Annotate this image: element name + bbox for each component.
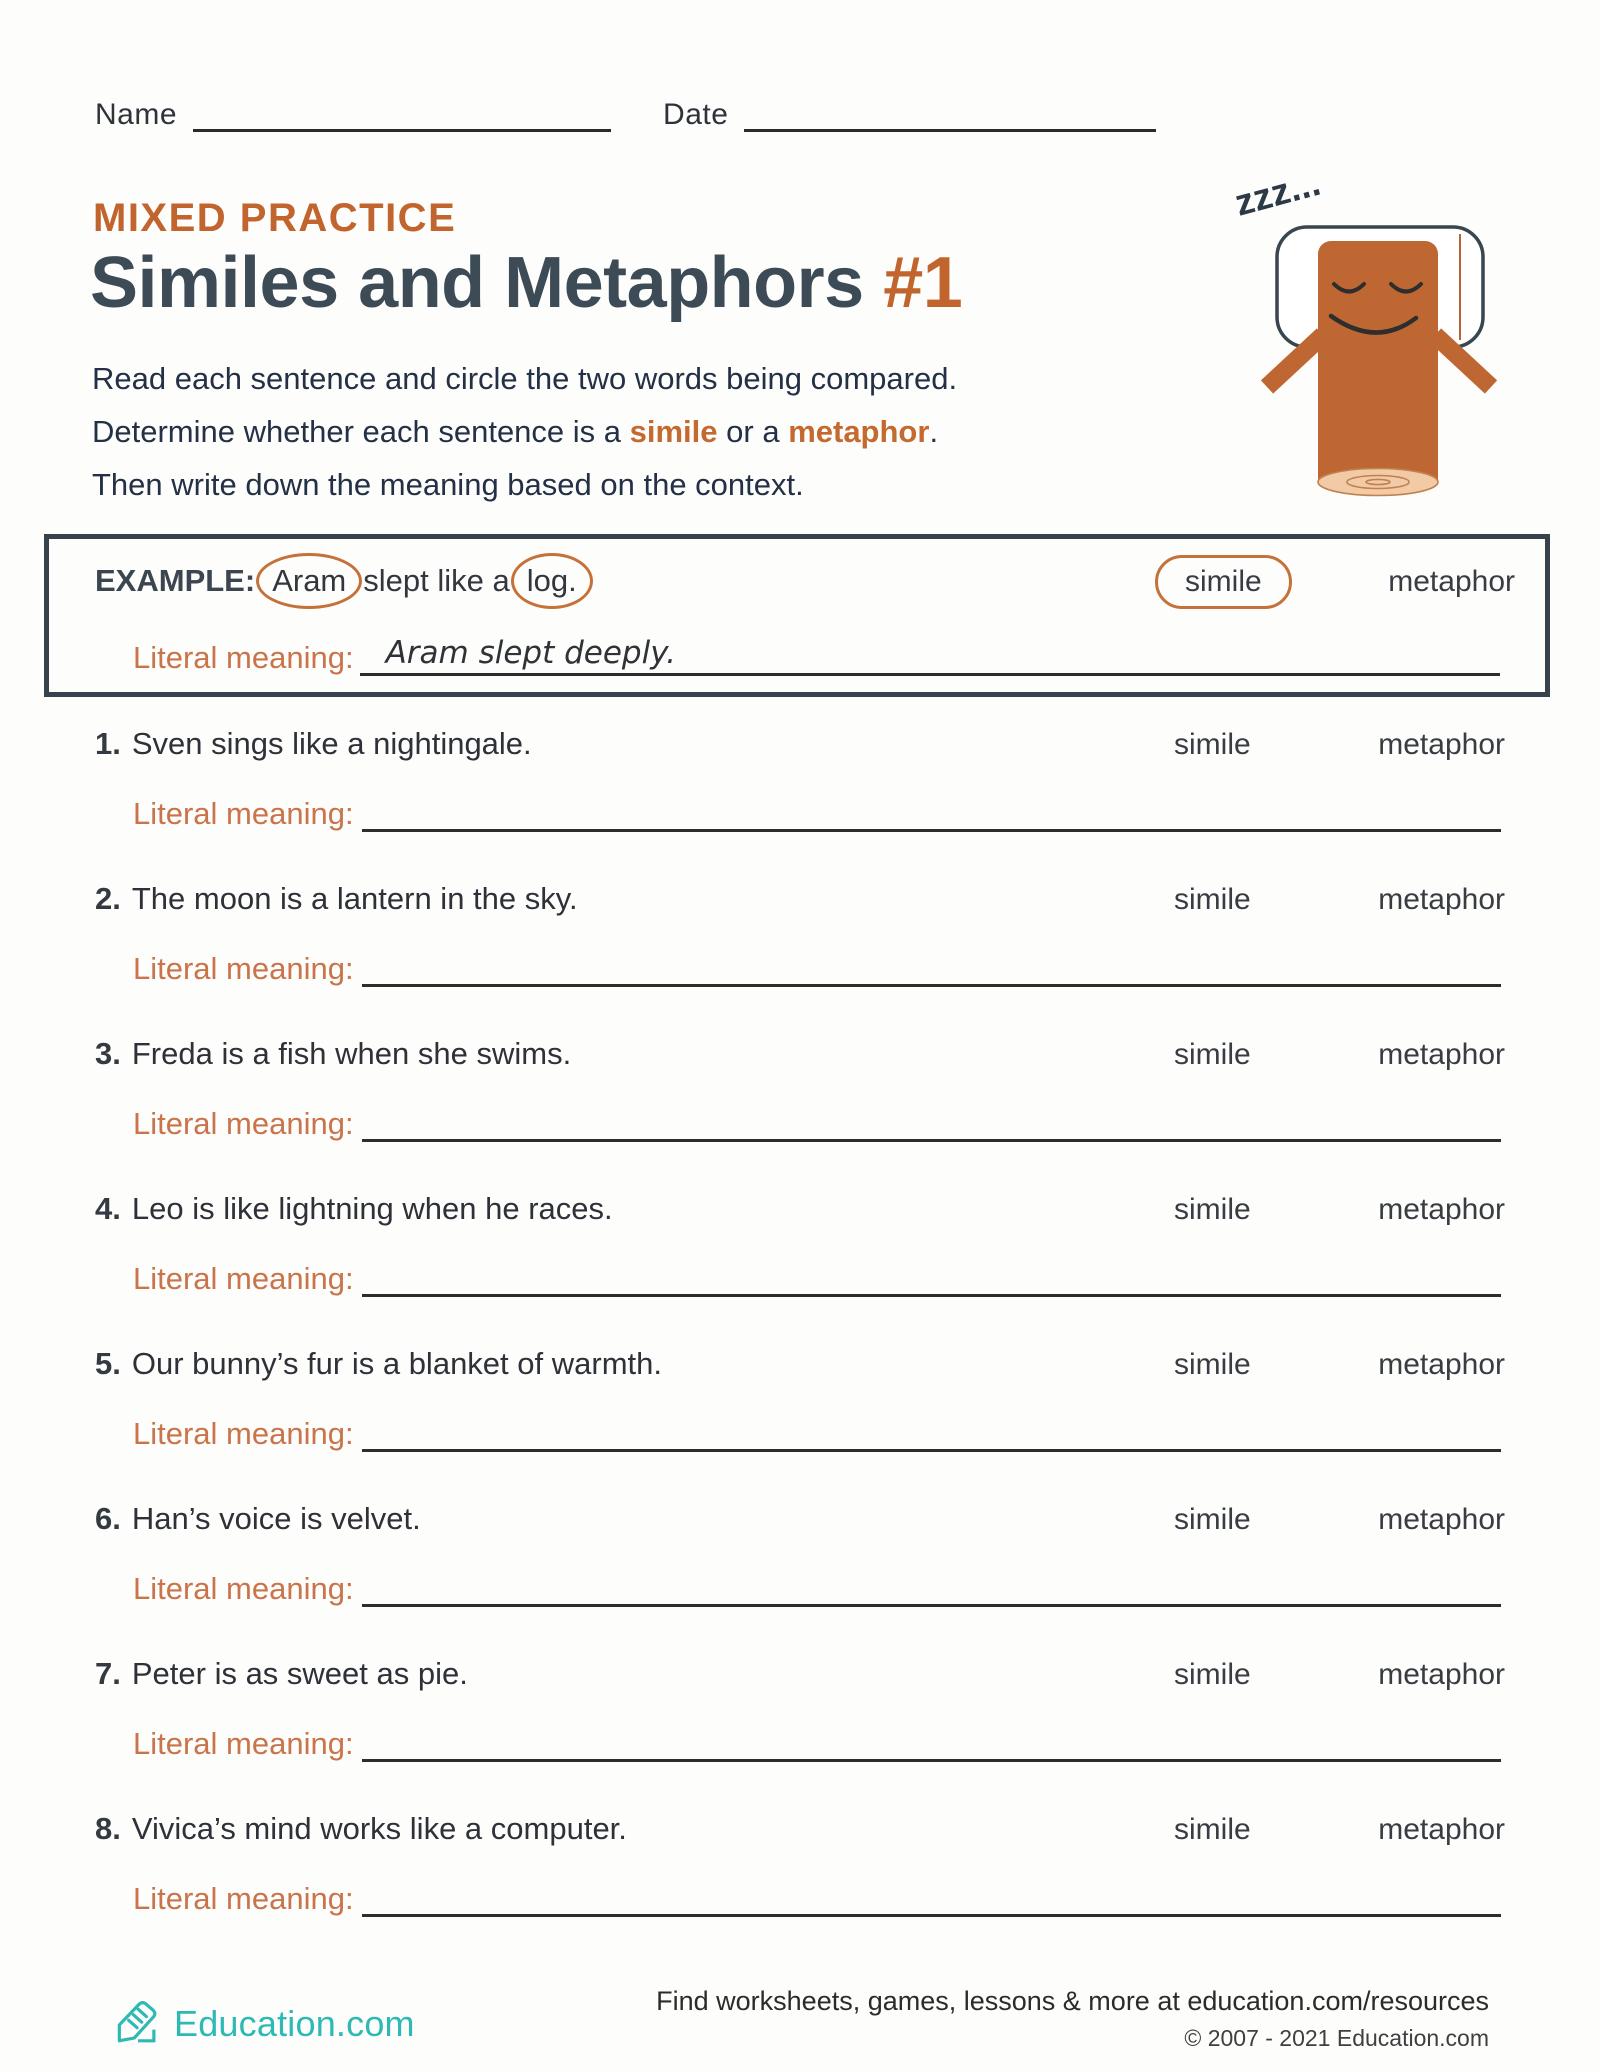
instructions-line-1: Read each sentence and circle the two words being compared. xyxy=(92,361,958,396)
page-title-text: Similes and Metaphors xyxy=(90,243,884,323)
literal-meaning-input-line[interactable] xyxy=(362,1724,1501,1762)
metaphor-option[interactable]: metaphor xyxy=(1378,883,1505,916)
literal-meaning-input-line[interactable] xyxy=(362,1569,1501,1607)
page-title-number: #1 xyxy=(883,243,963,323)
question-row xyxy=(95,879,1505,920)
literal-meaning-input-line[interactable] xyxy=(362,949,1501,987)
literal-meaning-row xyxy=(133,1414,1501,1452)
example-literal-row xyxy=(133,635,1500,676)
sleeping-log-icon xyxy=(1205,160,1505,510)
date-input-line[interactable] xyxy=(744,96,1156,132)
question-block-8 xyxy=(95,1809,1505,1964)
footer-copyright: © 2007 - 2021 Education.com xyxy=(1184,2025,1489,2051)
example-middle-text: slept like a xyxy=(363,563,510,598)
simile-option[interactable]: simile xyxy=(1174,728,1251,761)
footer-resources-line: Find worksheets, games, lessons & more at education.com/resources xyxy=(656,1986,1489,2016)
literal-meaning-input-line[interactable] xyxy=(362,1259,1501,1297)
log-body xyxy=(1318,241,1438,481)
instructions-line-3: Then write down the meaning based on the context. xyxy=(92,467,804,502)
simile-keyword: simile xyxy=(629,414,718,449)
simile-option[interactable]: simile xyxy=(1174,1503,1251,1536)
example-circled-word-2: log. xyxy=(511,553,593,609)
question-text: Our bunny’s fur is a blanket of warmth. xyxy=(131,1346,662,1381)
question-block-6 xyxy=(95,1499,1505,1654)
question-row xyxy=(95,724,1505,765)
page-title xyxy=(90,242,962,324)
literal-meaning-label: Literal meaning: xyxy=(133,1416,354,1451)
literal-meaning-label: Literal meaning: xyxy=(133,1106,354,1141)
question-options xyxy=(1174,1655,1505,1695)
simile-option[interactable]: simile xyxy=(1174,1038,1251,1071)
example-simile-option-circled[interactable]: simile xyxy=(1155,555,1292,609)
example-metaphor-option[interactable]: metaphor xyxy=(1388,565,1515,598)
sleeping-log-illustration xyxy=(1205,160,1505,510)
example-label: EXAMPLE: xyxy=(95,563,256,598)
question-options xyxy=(1174,1035,1505,1075)
question-block-1 xyxy=(95,724,1505,879)
question-number: 2. xyxy=(95,881,121,916)
question-block-2 xyxy=(95,879,1505,1034)
question-number: 8. xyxy=(95,1811,121,1846)
literal-meaning-row xyxy=(133,1724,1501,1762)
question-text: Freda is a fish when she swims. xyxy=(131,1036,572,1071)
metaphor-option[interactable]: metaphor xyxy=(1378,1813,1505,1846)
literal-meaning-input-line[interactable] xyxy=(362,1414,1501,1452)
question-options xyxy=(1174,1810,1505,1850)
question-row xyxy=(95,1344,1505,1385)
simile-option[interactable]: simile xyxy=(1174,1658,1251,1691)
question-number: 4. xyxy=(95,1191,121,1226)
worksheet-kicker: MIXED PRACTICE xyxy=(93,196,457,240)
literal-meaning-label: Literal meaning: xyxy=(133,796,354,831)
log-end xyxy=(1318,469,1438,496)
question-text: The moon is a lantern in the sky. xyxy=(131,881,578,916)
example-literal-answer: Aram slept deeply. xyxy=(360,635,1500,676)
metaphor-option[interactable]: metaphor xyxy=(1378,1348,1505,1381)
metaphor-option[interactable]: metaphor xyxy=(1378,1193,1505,1226)
metaphor-option[interactable]: metaphor xyxy=(1378,728,1505,761)
question-row xyxy=(95,1499,1505,1540)
literal-meaning-label: Literal meaning: xyxy=(133,1261,354,1296)
literal-meaning-label: Literal meaning: xyxy=(133,1726,354,1761)
question-text: Han’s voice is velvet. xyxy=(131,1501,421,1536)
instructions xyxy=(92,352,992,511)
simile-option[interactable]: simile xyxy=(1174,1348,1251,1381)
zzz-text: zzz... xyxy=(1230,161,1325,224)
question-number: 6. xyxy=(95,1501,121,1536)
literal-meaning-input-line[interactable] xyxy=(362,794,1501,832)
literal-meaning-row xyxy=(133,1879,1501,1917)
question-options xyxy=(1174,1345,1505,1385)
name-date-row xyxy=(95,96,1156,132)
brand-name: Education.com xyxy=(174,2003,415,2044)
date-label: Date xyxy=(663,98,729,131)
instructions-line-2-pre: Determine whether each sentence is a xyxy=(92,414,630,449)
example-box xyxy=(44,534,1550,697)
simile-option[interactable]: simile xyxy=(1174,883,1251,916)
literal-meaning-row xyxy=(133,1104,1501,1142)
question-text: Peter is as sweet as pie. xyxy=(131,1656,468,1691)
instructions-line-2-mid: or a xyxy=(717,414,789,449)
simile-option[interactable]: simile xyxy=(1174,1813,1251,1846)
question-options xyxy=(1174,1190,1505,1230)
simile-option[interactable]: simile xyxy=(1174,1193,1251,1226)
literal-meaning-row xyxy=(133,794,1501,832)
example-sentence-row xyxy=(95,553,594,609)
question-text: Leo is like lightning when he races. xyxy=(131,1191,613,1226)
metaphor-option[interactable]: metaphor xyxy=(1378,1658,1505,1691)
question-row xyxy=(95,1034,1505,1075)
literal-meaning-label: Literal meaning: xyxy=(133,1881,354,1916)
question-block-7 xyxy=(95,1654,1505,1809)
question-options xyxy=(1174,880,1505,920)
question-options xyxy=(1174,1500,1505,1540)
metaphor-keyword: metaphor xyxy=(788,414,930,449)
question-number: 5. xyxy=(95,1346,121,1381)
question-block-4 xyxy=(95,1189,1505,1344)
question-options xyxy=(1174,725,1505,765)
literal-meaning-row xyxy=(133,1259,1501,1297)
education-logo xyxy=(110,1996,415,2052)
literal-meaning-label: Literal meaning: xyxy=(133,640,354,675)
literal-meaning-row xyxy=(133,949,1501,987)
name-label: Name xyxy=(95,98,178,131)
metaphor-option[interactable]: metaphor xyxy=(1378,1503,1505,1536)
example-circled-word-1: Aram xyxy=(256,553,362,609)
question-number: 7. xyxy=(95,1656,121,1691)
question-block-5 xyxy=(95,1344,1505,1499)
literal-meaning-input-line[interactable] xyxy=(362,1879,1501,1917)
question-number: 1. xyxy=(95,726,121,761)
name-input-line[interactable] xyxy=(193,96,611,132)
footer-text xyxy=(656,1986,1489,2052)
instructions-line-2 xyxy=(92,405,992,458)
literal-meaning-input-line[interactable] xyxy=(362,1104,1501,1142)
question-number: 3. xyxy=(95,1036,121,1071)
questions-list xyxy=(95,724,1505,1964)
question-row xyxy=(95,1654,1505,1695)
example-options xyxy=(1155,555,1515,609)
literal-meaning-label: Literal meaning: xyxy=(133,951,354,986)
literal-meaning-row xyxy=(133,1569,1501,1607)
question-text: Sven sings like a nightingale. xyxy=(131,726,532,761)
pencil-icon xyxy=(110,1996,166,2052)
question-text: Vivica’s mind works like a computer. xyxy=(131,1811,627,1846)
literal-meaning-label: Literal meaning: xyxy=(133,1571,354,1606)
question-row xyxy=(95,1189,1505,1230)
question-block-3 xyxy=(95,1034,1505,1189)
question-row xyxy=(95,1809,1505,1850)
instructions-line-2-post: . xyxy=(929,414,939,449)
metaphor-option[interactable]: metaphor xyxy=(1378,1038,1505,1071)
